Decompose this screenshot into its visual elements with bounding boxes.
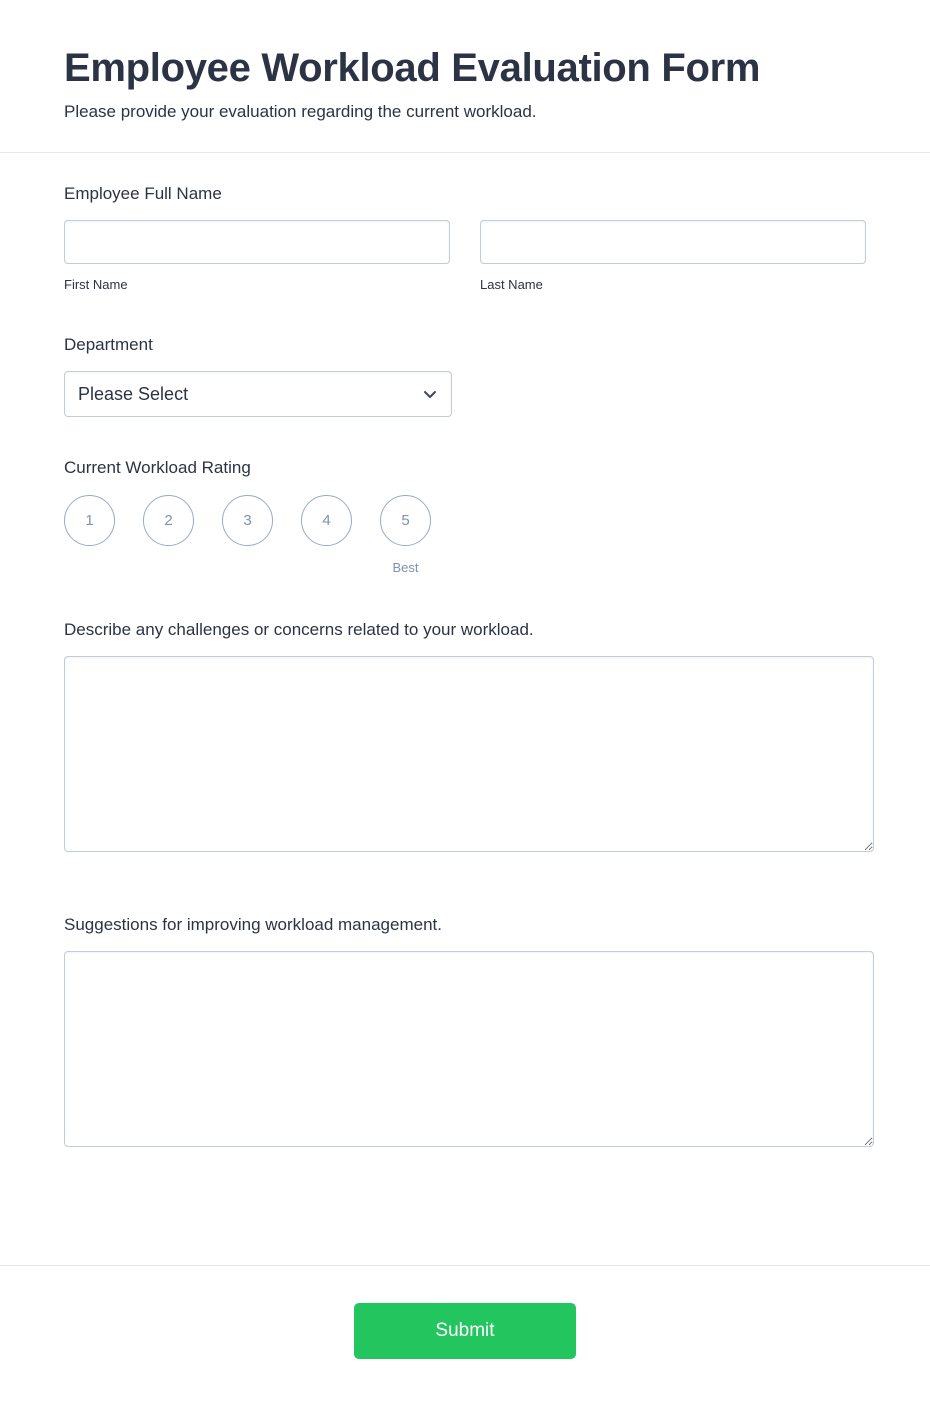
last-name-input[interactable] [480,220,866,264]
last-name-column [480,220,866,294]
rating-option-5 [380,495,431,575]
rating-option-3 [222,495,273,575]
field-challenges [64,619,866,852]
first-name-sub-label: First Name [64,276,128,292]
page-subtitle: Please provide your evaluation regarding the current workload. [64,101,537,121]
field-workload-rating [64,457,866,576]
rating-option-2 [143,495,194,575]
name-row [64,220,866,294]
field-department [64,334,866,417]
workload-rating-scale [64,495,866,575]
last-name-sub-label: Last Name [480,276,543,292]
rating-circle-2[interactable]: 2 [143,495,194,546]
department-select-wrapper [64,371,452,417]
rating-circle-4[interactable]: 4 [301,495,352,546]
rating-circle-3[interactable]: 3 [222,495,273,546]
field-suggestions [64,914,866,1147]
workload-rating-label: Current Workload Rating [64,457,251,477]
rating-option-4 [301,495,352,575]
field-employee-full-name [64,183,866,294]
challenges-label: Describe any challenges or concerns related to your workload. [64,620,534,640]
submit-button[interactable]: Submit [354,1303,576,1359]
rating-option-1 [64,495,115,575]
first-name-column [64,220,450,294]
department-select[interactable]: Please Select [64,371,452,417]
employee-full-name-label: Employee Full Name [64,183,222,203]
rating-circle-1[interactable]: 1 [64,495,115,546]
suggestions-label: Suggestions for improving workload management. [64,915,442,935]
form-body [0,153,930,1148]
department-label: Department [64,334,153,354]
form-header [0,0,930,153]
first-name-input[interactable] [64,220,450,264]
rating-caption-best: Best [392,560,419,576]
challenges-textarea[interactable] [64,656,874,852]
rating-circle-5[interactable]: 5 [380,495,431,546]
page-title: Employee Workload Evaluation Form [64,46,761,90]
form-footer [0,1265,930,1359]
suggestions-textarea[interactable] [64,951,874,1147]
